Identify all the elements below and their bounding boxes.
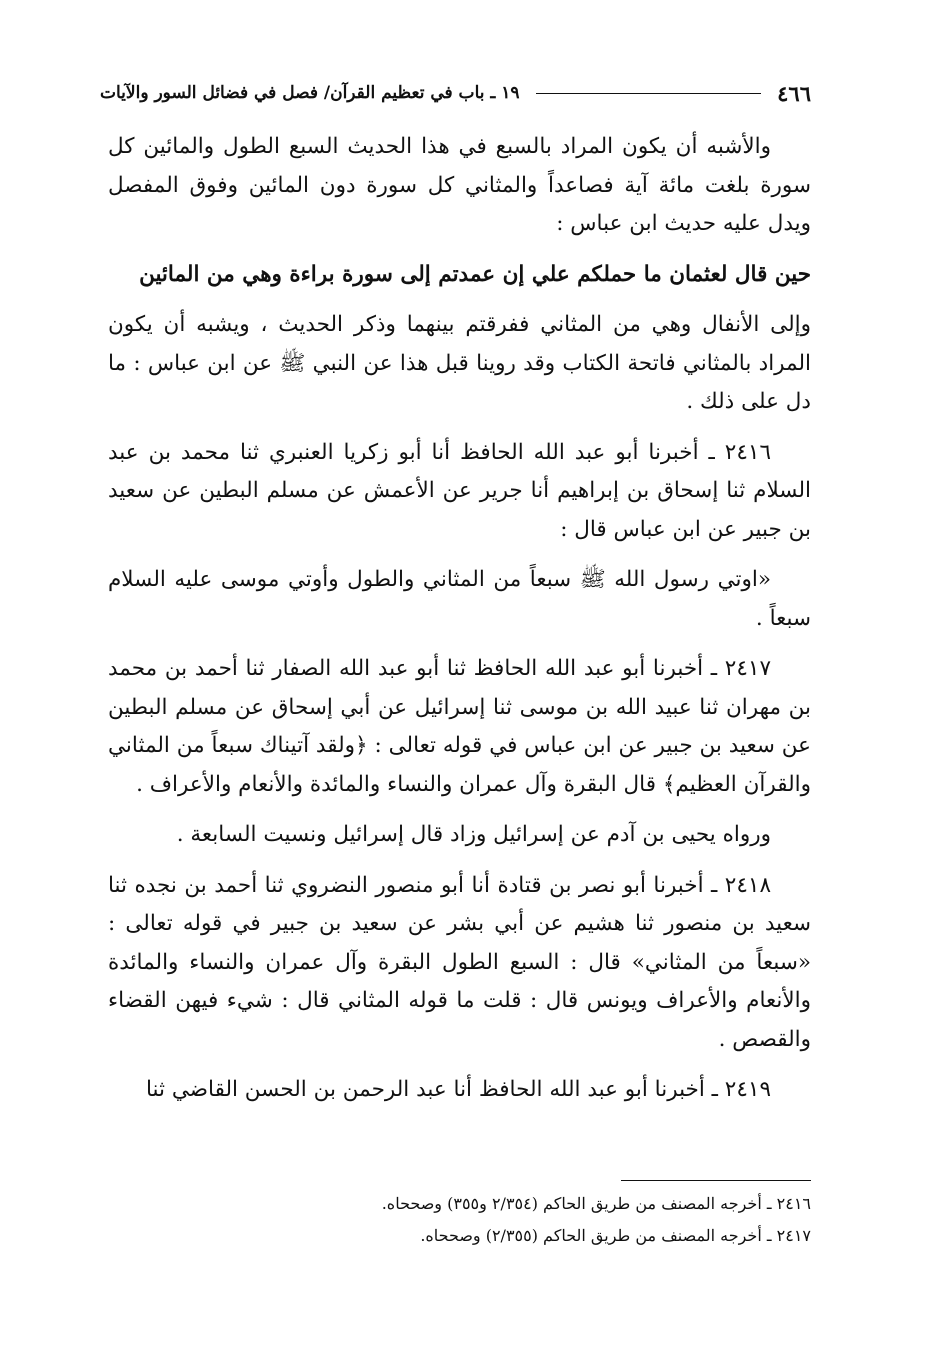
paragraph-intro: والأشبه أن يكون المراد بالسبع في هذا الحديث السبع الطول والمائين كل سورة بلغت مائة آية فصاعداً والمثاني كل سورة دون المائين وفوق المفصل ويدل عليه حديث ابن عباس : xyxy=(108,134,811,236)
hadith-2416: ٢٤١٦ ـ أخبرنا أبو عبد الله الحافظ أنا أبو زكريا العنبري ثنا محمد بن عبد السلام ثنا إسحاق بن إبراهيم أنا جرير عن الأعمش عن مسلم البطين عن سعيد بن جبير عن ابن عباس قال : xyxy=(108,439,811,542)
paragraph-anfal: وإلى الأنفال وهي من المثاني ففرقتم بينهما وذكر الحديث ، ويشبه أن يكون المراد بالمثاني فاتحة الكتاب وقد روينا قبل هذا عن النبي ﷺ عن ابن عباس : ما دل على ذلك . xyxy=(108,312,811,414)
paragraph-quote-uthman: حين قال لعثمان ما حملكم علي إن عمدتم إلى سورة براءة وهي من المائين xyxy=(139,261,811,287)
paragraph-yahya: ورواه يحيى بن آدم عن إسرائيل وزاد قال إسرائيل ونسيت السابعة . xyxy=(176,822,771,847)
footnote-2417: ٢٤١٧ ـ أخرجه المصنف من طريق الحاكم (٢/٣٥٥) وصححاه. xyxy=(420,1226,811,1245)
hadith-2419: ٢٤١٩ ـ أخبرنا أبو عبد الله الحافظ أنا عبد الرحمن بن الحسن القاضي ثنا xyxy=(145,1077,771,1102)
page-body xyxy=(108,128,811,1122)
hadith-2418: ٢٤١٨ ـ أخبرنا أبو نصر بن قتادة أنا أبو منصور النضروي ثنا أحمد بن نجده ثنا سعيد بن منصور ثنا هشيم عن أبي بشر عن سعيد بن جبير في قوله تعالى : «سبعاً من المثاني» قال : السبع الطول البقرة وآل عمران والنساء والمائدة والأنعام والأعراف ويونس قال : قلت ما قوله المثاني قال : شيء فيهن القضاء والقصص . xyxy=(108,872,811,1052)
footnote-rule xyxy=(621,1180,811,1181)
page-number: ٤٦٦ xyxy=(777,80,811,106)
running-head: ١٩ ـ باب في تعظيم القرآن/ فصل في فضائل السور والآيات xyxy=(100,83,520,103)
hadith-2417: ٢٤١٧ ـ أخبرنا أبو عبد الله الحافظ ثنا أبو عبد الله الصفار ثنا أحمد بن محمد بن مهران ثنا عبيد الله بن موسى ثنا إسرائيل عن أبي إسحاق عن مسلم البطين عن سعيد بن جبير عن ابن عباس في قوله تعالى : ﴿ولقد آتيناك سبعاً من المثاني والقرآن العظيم﴾ قال البقرة وآل عمران والنساء والمائدة والأنعام والأعراف . xyxy=(108,656,811,797)
header-rule xyxy=(536,93,762,94)
footnotes xyxy=(108,1188,811,1252)
footnote-2416: ٢٤١٦ ـ أخرجه المصنف من طريق الحاكم (٢/٣٥٤ و٣٥٥) وصححاه. xyxy=(381,1194,811,1213)
page-header xyxy=(100,78,811,108)
hadith-2416-text: «اوتي رسول الله ﷺ سبعاً من المثاني والطول وأوتي موسى عليه السلام سبعاً . xyxy=(108,567,811,631)
